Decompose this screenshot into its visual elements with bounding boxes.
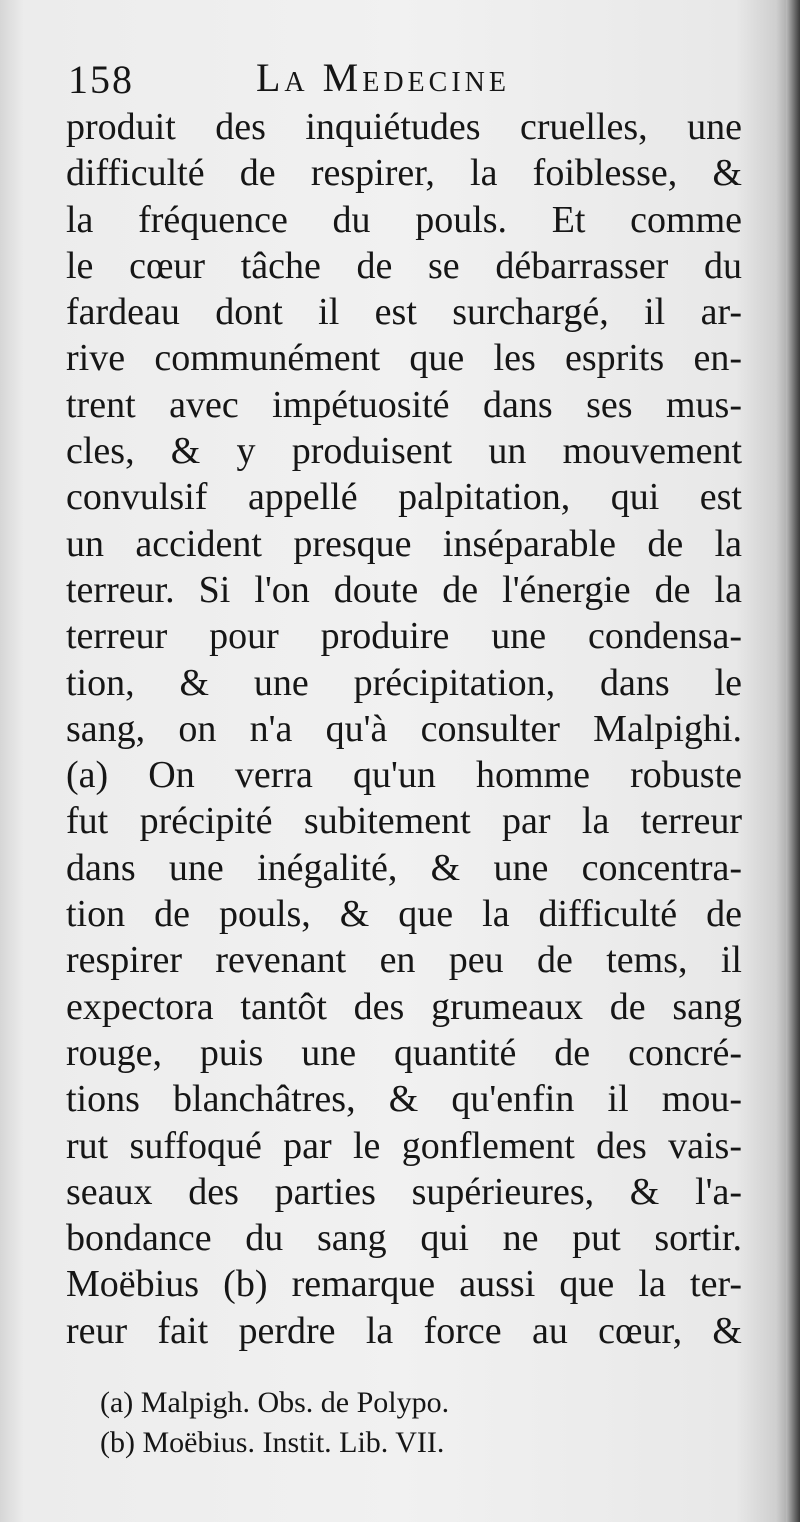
text-line: reur fait perdre la force au cœur, & (66, 1309, 742, 1352)
text-line: tion de pouls, & que la difficulté de (66, 893, 742, 936)
text-line: respirer revenant en peu de tems, il (66, 939, 742, 982)
text-line: fardeau dont il est surchargé, il ar- (66, 291, 742, 334)
text-line: cles, & y produisent un mouvement (66, 430, 742, 473)
text-line: le cœur tâche de se débarrasser du (66, 244, 742, 287)
running-head: La Medecine (256, 55, 510, 100)
page-number: 158 (68, 57, 134, 102)
text-line: fut précipité subitement par la terreur (66, 800, 742, 843)
text-line: tions blanchâtres, & qu'enfin il mou- (66, 1078, 742, 1121)
text-line: tion, & une précipitation, dans le (66, 661, 742, 704)
text-line: terreur. Si l'on doute de l'énergie de la (66, 568, 742, 611)
text-line: seaux des parties supérieures, & l'a- (66, 1170, 742, 1213)
footnote: (b) Moëbius. Instit. Lib. VII. (100, 1426, 445, 1459)
text-line: Moëbius (b) remarque aussi que la ter- (66, 1263, 742, 1306)
footnotes (100, 1383, 620, 1463)
text-line: un accident presque inséparable de la (66, 522, 742, 565)
text-line: produit des inquiétudes cruelles, une (66, 106, 742, 148)
footnote: (a) Malpigh. Obs. de Polypo. (100, 1386, 450, 1419)
text-line: rouge, puis une quantité de concré- (66, 1031, 742, 1074)
text-line: rive communément que les esprits en- (66, 337, 742, 380)
text-line: terreur pour produire une condensa- (66, 615, 742, 658)
text-line: bondance du sang qui ne put sortir. (66, 1217, 742, 1260)
text-line: sang, on n'a qu'à consulter Malpighi. (66, 707, 742, 750)
text-line: convulsif appellé palpitation, qui est (66, 476, 742, 519)
text-line: expectora tantôt des grumeaux de sang (66, 985, 742, 1028)
text-line: rut suffoqué par le gonflement des vais- (66, 1124, 742, 1167)
text-line: dans une inégalité, & une concentra- (66, 846, 742, 889)
text-line: la fréquence du pouls. Et comme (66, 198, 742, 241)
text-line: trent avec impétuosité dans ses mus- (66, 383, 742, 426)
body-text (66, 104, 742, 1354)
page-header (68, 52, 588, 102)
page-gutter-shadow (786, 0, 800, 1522)
text-line: difficulté de respirer, la foiblesse, & (66, 152, 742, 195)
text-line: (a) On verra qu'un homme robuste (66, 754, 742, 797)
